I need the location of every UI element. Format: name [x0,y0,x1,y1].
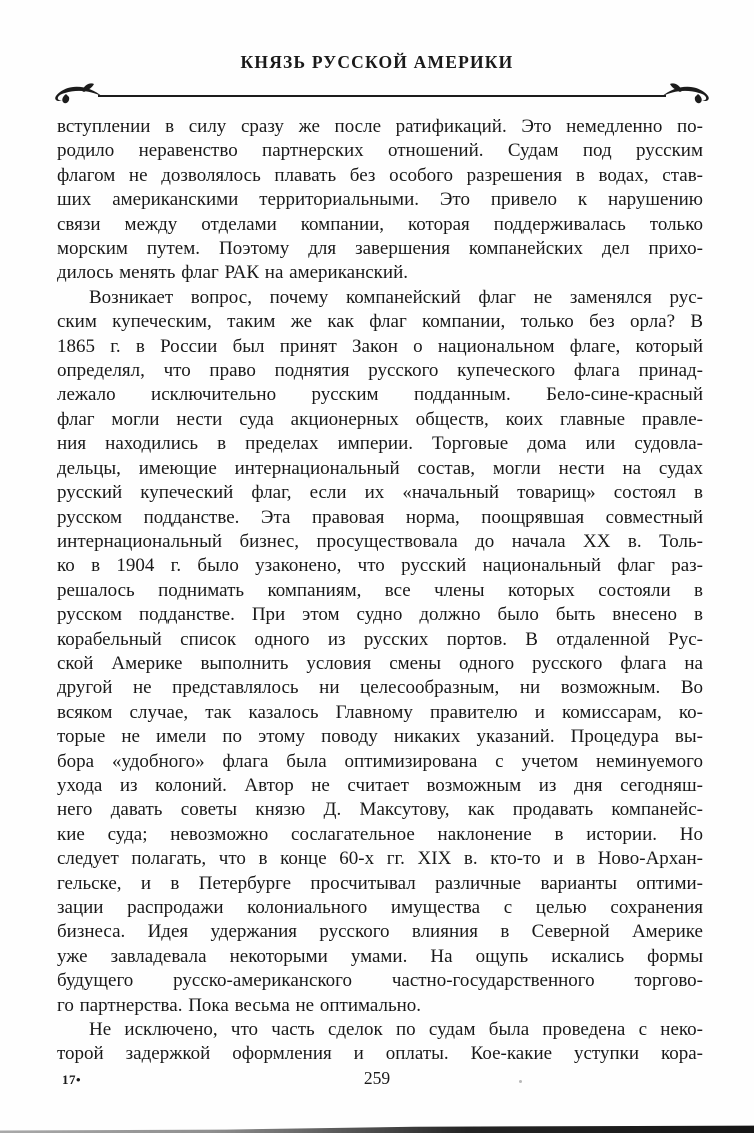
text-line: следует полагать, что в конце 60-х гг. XIX в. кто-то и в Ново-Архан- [57,848,703,870]
text-line: родило неравенство партнерских отношений. Судам под русским [57,140,703,162]
scan-edge-artifact [0,1124,754,1133]
printer-signature-mark: 17• [62,1072,82,1087]
text-line: ния находились в пределах империи. Торговые дома или судовла- [57,433,703,455]
text-line: корабельный список одного из русских портов. В отдаленной Рус- [57,628,703,650]
text-line: ской Америке выполнить условия смены одного русского флага на [57,652,703,674]
text-line: ших американскими территориальными. Это привело к нарушению [57,189,703,211]
text-line: ухода из колоний. Автор не считает возможным из дня сегодняш- [57,774,703,796]
text-line: торые не имели по этому поводу никаких указаний. Процедура вы- [57,726,703,748]
header-ornament-rule [52,80,712,106]
text-line: дельцы, имеющие интернациональный состав, могли нести на судах [57,457,703,479]
text-line: бора «удобного» флага была оптимизирована с учетом неминуемого [57,750,703,772]
text-line: ским купеческим, таким же как флаг компании, только без орла? В [57,311,703,333]
text-line: гельске, и в Петербурге просчитывал различные варианты оптими- [57,872,703,894]
text-line: ко в 1904 г. было узаконено, что русский национальный флаг раз- [57,555,703,577]
text-line: флаг могли нести суда акционерных обществ, коих главные правле- [57,408,703,430]
text-line: русский купеческий флаг, если их «начальный товарищ» состоял в [57,482,703,504]
header-rule-line [98,95,666,97]
text-line: определял, что право поднятия русского купеческого флага принад- [57,360,703,382]
text-line: Возникает вопрос, почему компанейский флаг не заменялся рус- [89,286,703,308]
page-number: 259 [363,1068,391,1088]
text-line: всяком случае, так казалось Главному правителю и комиссарам, ко- [57,701,703,723]
text-line: русском подданстве. При этом судно должно было быть внесено в [57,604,703,626]
scan-speck-artifact [519,1080,522,1083]
text-line: морским путем. Поэтому для завершения компанейских дел прихо- [57,238,703,260]
text-line: кие суда; невозможно сослагательное наклонение в истории. Но [57,823,703,845]
text-line: связи между отделами компании, которая поддерживалась только [57,213,703,235]
text-line: него давать советы князю Д. Максутову, как продавать компанейс- [57,799,703,821]
text-line: Не исключено, что часть сделок по судам была проведена с неко- [89,1019,703,1041]
text-line: вступлении в силу сразу же после ратификаций. Это немедленно по- [57,116,703,137]
text-line: дилось менять флаг РАК на американский. [57,262,408,284]
left-flourish-icon [52,80,104,106]
body-text [57,115,703,1067]
text-line: другой не представлялось ни целесообразным, ни возможным. Во [57,677,703,699]
text-line: решалось поднимать компаниям, все члены которых состояли в [57,579,703,601]
right-flourish-icon [660,80,712,106]
text-line: интернациональный бизнес, просуществовала до начала XX в. Толь- [57,530,703,552]
text-line: бизнеса. Идея удержания русского влияния в Северной Америке [57,921,703,943]
text-line: торой задержкой оформления и оплаты. Кое-какие уступки кора- [57,1043,703,1065]
text-line: 1865 г. в России был принят Закон о национальном флаге, который [57,335,703,357]
text-line: русском подданстве. Эта правовая норма, поощрявшая совместный [57,506,703,528]
text-line: уже завладевала некоторыми умами. На ощупь искались формы [57,945,703,967]
text-line: будущего русско-американского частно-государственного торгово- [57,970,703,992]
text-line: зации распродажи колониального имущества с целью сохранения [57,897,703,918]
text-line: лежало исключительно русским подданным. Бело-сине-красный [57,384,703,406]
text-line: флагом не дозволялось плавать без особого разрешения в водах, став- [57,164,703,186]
running-head-title: КНЯЗЬ РУССКОЙ АМЕРИКИ [240,52,514,72]
text-line: го партнерства. Пока весьма не оптимально. [57,994,422,1016]
